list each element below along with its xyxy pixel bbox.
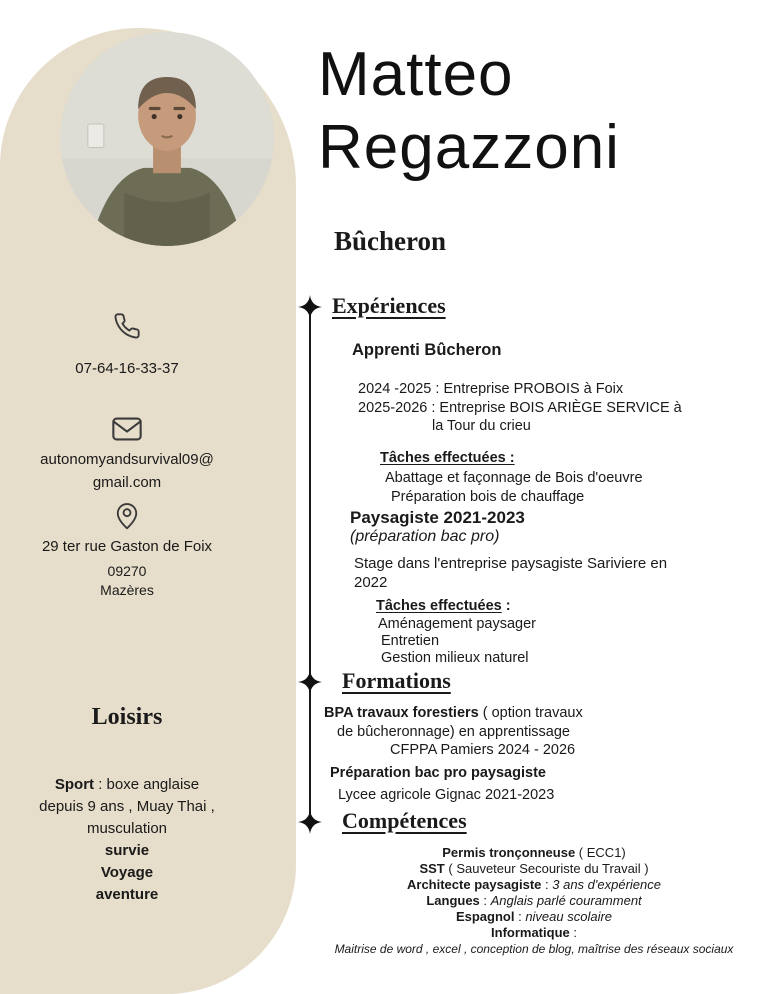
experience2-tasks-label xyxy=(376,598,511,614)
experience2-tasks xyxy=(378,616,536,667)
competence-text: ( ECC1) xyxy=(575,845,626,860)
competence-value: niveau scolaire xyxy=(525,909,613,924)
task-item: Abattage et façonnage de Bois d'oeuvre xyxy=(385,470,643,486)
competences-list xyxy=(308,845,760,957)
experience1-title: Apprenti Bûcheron xyxy=(352,341,502,359)
task-item: Aménagement paysager xyxy=(378,616,536,632)
sparkle-icon xyxy=(298,670,322,694)
experience2-title: Paysagiste 2021-2023 xyxy=(350,508,525,527)
competence-item xyxy=(308,861,760,877)
formation1-line2: de bûcheronnage) en apprentissage xyxy=(337,723,570,740)
competence-value: 3 ans d'expérience xyxy=(552,877,661,892)
competence-item xyxy=(308,909,760,925)
competence-item xyxy=(308,925,760,941)
formation2-title: Préparation bac pro paysagiste xyxy=(330,765,546,781)
competence-text: : xyxy=(479,893,491,908)
hobby-line: Voyage xyxy=(100,864,154,881)
profile-photo-illustration xyxy=(60,32,274,246)
formation1-line3: CFPPA Pamiers 2024 - 2026 xyxy=(390,742,576,758)
experience1-tasks-label: Tâches effectuées : xyxy=(380,450,515,466)
competence-text: : xyxy=(541,877,553,892)
hobby-line: musculation xyxy=(86,820,168,837)
competence-item xyxy=(308,893,760,909)
last-name: Regazzoni xyxy=(318,113,620,182)
task-item: Gestion milieux naturel xyxy=(381,650,529,666)
hobbies-heading: Loisirs xyxy=(91,704,163,730)
phone-number: 07-64-16-33-37 xyxy=(75,360,179,377)
task-item: Préparation bois de chauffage xyxy=(391,488,585,505)
experience2-desc-line: Stage dans l'entreprise paysagiste Sariviere en xyxy=(354,555,668,572)
sport-rest: : boxe anglaise xyxy=(94,776,200,793)
task-item: Entretien xyxy=(381,633,440,649)
profile-photo xyxy=(60,32,274,246)
sparkle-icon xyxy=(298,810,322,834)
competence-label: Langues xyxy=(426,893,480,908)
competence-value: Anglais parlé couramment xyxy=(490,893,642,908)
address-street: 29 ter rue Gaston de Foix xyxy=(41,538,213,555)
first-name: Matteo xyxy=(318,40,514,109)
location-icon xyxy=(0,500,254,535)
experience2-tasks-label-suffix: : xyxy=(501,598,511,614)
competence-text: ( Sauveteur Secouriste du Travail ) xyxy=(444,861,649,876)
email-line2: gmail.com xyxy=(92,474,162,491)
hobby-line: depuis 9 ans , Muay Thai , xyxy=(39,798,215,815)
experience1-tasks xyxy=(385,469,643,506)
formation1 xyxy=(324,704,583,760)
email-line1: autonomyandsurvival09@ xyxy=(40,451,214,468)
mail-icon xyxy=(0,416,254,447)
formation1-rest: ( option travaux xyxy=(478,705,583,721)
formation1-line1 xyxy=(324,704,583,723)
phone-icon xyxy=(0,312,254,345)
sport-label: Sport xyxy=(54,776,95,793)
experience1-dates xyxy=(358,380,682,436)
hobbies-list xyxy=(0,774,254,906)
job-title: Bûcheron xyxy=(334,226,447,256)
experience2-tasks-label-text: Tâches effectuées xyxy=(376,598,502,614)
candidate-name xyxy=(318,38,620,184)
formation2-school: Lycee agricole Gignac 2021-2023 xyxy=(338,787,555,803)
competence-item: Maitrise de word , excel , conception de blog, maîtrise des réseaux sociaux xyxy=(334,942,734,956)
competence-label: Permis tronçonneuse xyxy=(442,845,576,860)
timeline-line xyxy=(309,308,311,830)
experience2-desc-line: 2022 xyxy=(354,574,388,591)
hobby-line: survie xyxy=(104,842,150,859)
competence-text: : xyxy=(569,925,577,940)
competence-item xyxy=(308,845,760,861)
sparkle-icon xyxy=(298,295,322,319)
competence-label: Espagnol xyxy=(455,909,515,924)
competence-text: : xyxy=(514,909,526,924)
experience1-date-line: la Tour du crieu xyxy=(432,418,531,434)
competence-item xyxy=(308,877,760,893)
hobby-line: aventure xyxy=(95,886,159,903)
competence-label: Informatique xyxy=(491,925,570,940)
address-city: Mazères xyxy=(100,582,154,598)
experience1-date-line: 2025-2026 : Entreprise BOIS ARIÈGE SERVICE à xyxy=(358,399,682,416)
experience2-subtitle: (préparation bac pro) xyxy=(350,528,500,545)
section-heading-competences: Compétences xyxy=(342,808,467,833)
experience1-date-line: 2024 -2025 : Entreprise PROBOIS à Foix xyxy=(358,381,624,397)
hobby-sport-line xyxy=(0,774,254,796)
section-heading-experiences: Expériences xyxy=(332,293,446,318)
email-address xyxy=(0,448,254,494)
experience2-description xyxy=(354,554,667,592)
formation1-title: BPA travaux forestiers xyxy=(324,705,479,721)
section-heading-formations: Formations xyxy=(342,668,451,693)
address-zip: 09270 xyxy=(107,563,147,579)
competence-label: Architecte paysagiste xyxy=(407,877,542,892)
competence-label: SST xyxy=(419,861,445,876)
